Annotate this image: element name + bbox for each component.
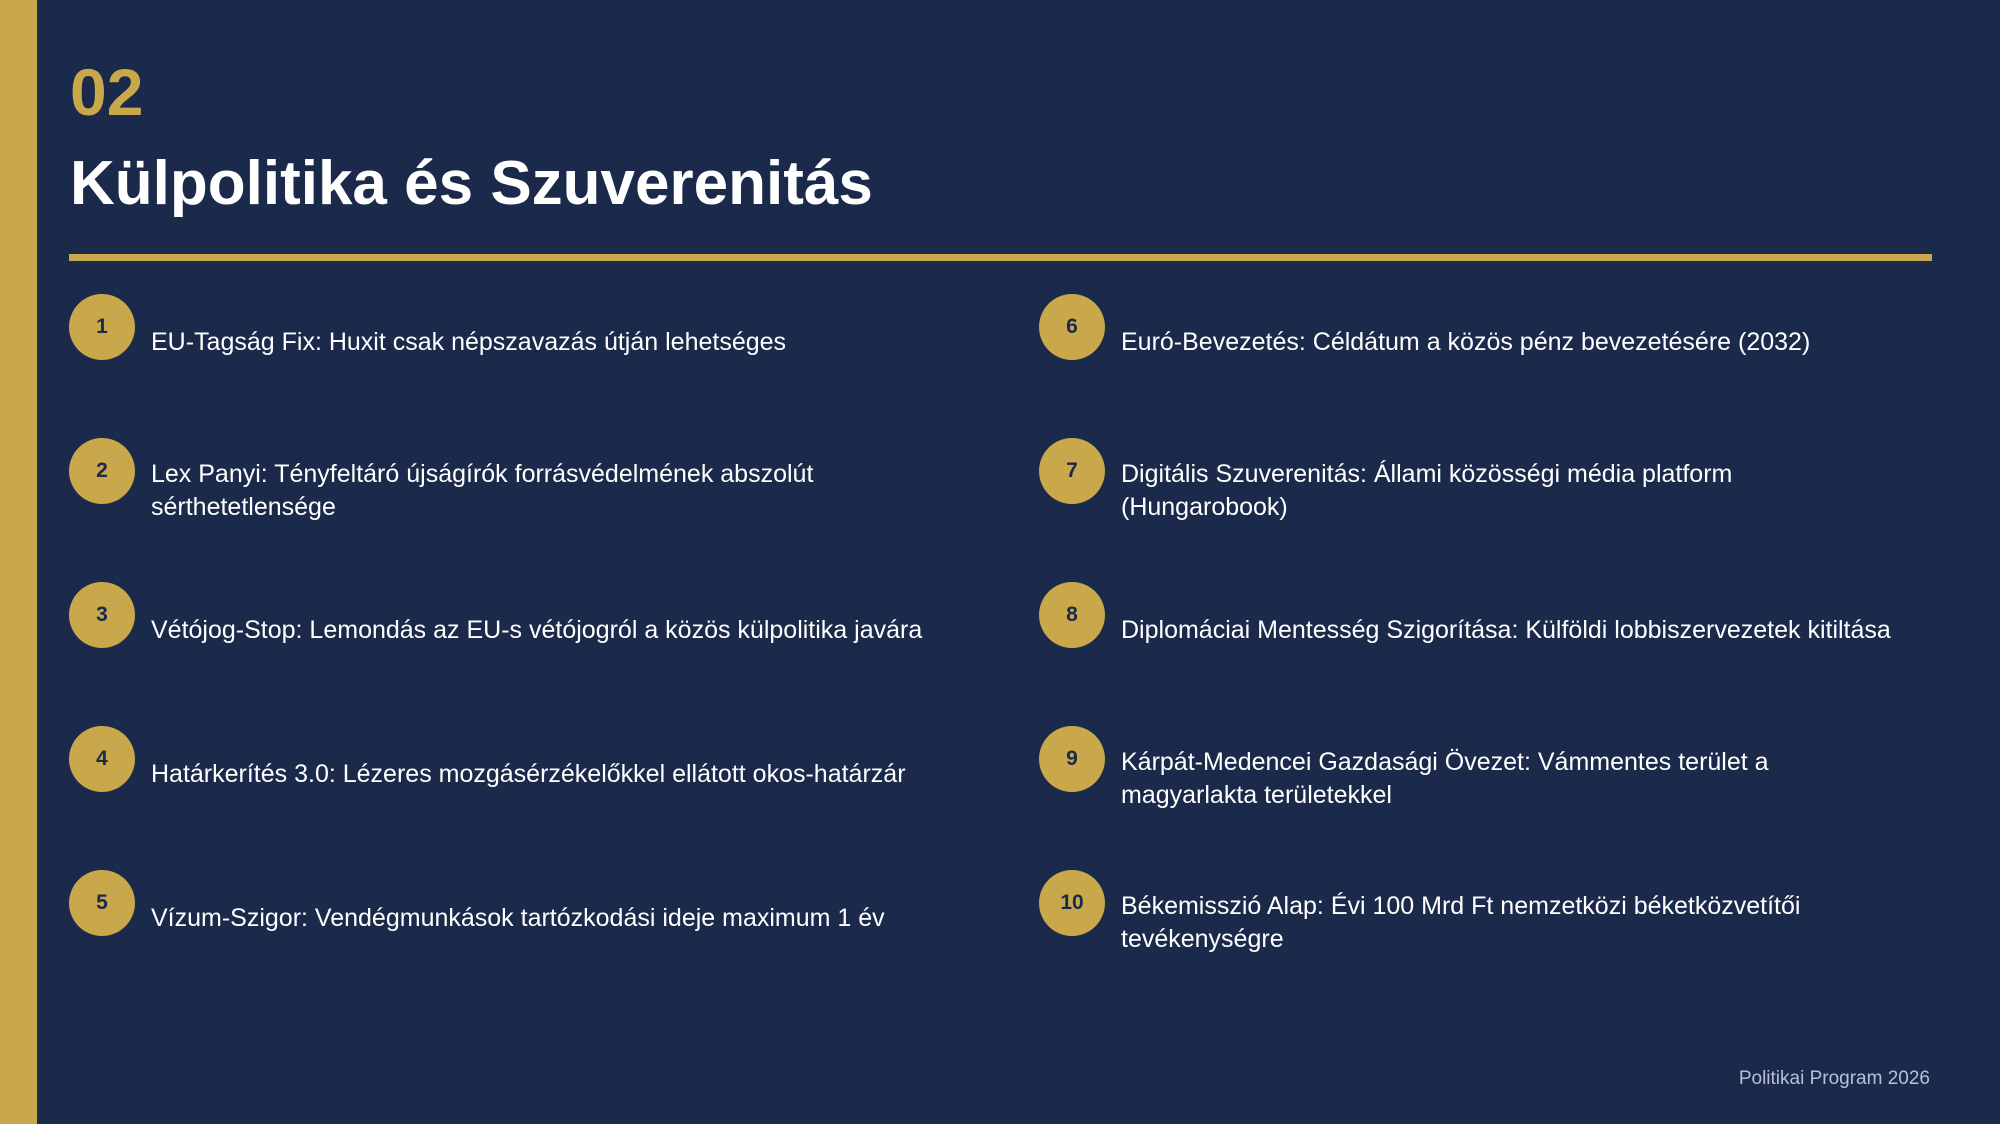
footer-text: Politikai Program 2026	[1738, 1068, 1930, 1089]
page-title: Külpolitika és Szuverenitás	[70, 149, 873, 218]
title-divider	[69, 254, 1932, 261]
number-badge: 5	[69, 870, 135, 936]
list-item-text: Békemisszió Alap: Évi 100 Mrd Ft nemzetközi béketközvetítői tevékenységre	[1121, 892, 1801, 953]
list-item-text: EU-Tagság Fix: Huxit csak népszavazás útján lehetséges	[151, 328, 787, 356]
list-item-text: Diplomáciai Mentesség Szigorítása: Külföldi lobbiszervezetek kitiltása	[1121, 616, 1891, 644]
list-item-text: Vízum-Szigor: Vendégmunkások tartózkodási ideje maximum 1 év	[151, 904, 885, 932]
number-badge: 9	[1039, 726, 1105, 792]
list-item-text: Digitális Szuverenitás: Állami közösségi média platform (Hungarobook)	[1121, 460, 1733, 521]
number-badge: 8	[1039, 582, 1105, 648]
number-badge: 3	[69, 582, 135, 648]
section-number: 02	[70, 55, 144, 129]
number-badge: 6	[1039, 294, 1105, 360]
left-accent-bar	[0, 0, 37, 1124]
list-item-text: Vétójog-Stop: Lemondás az EU-s vétójogról a közös külpolitika javára	[151, 616, 923, 644]
number-badge: 10	[1039, 870, 1105, 936]
number-badge: 4	[69, 726, 135, 792]
list-item-text: Euró-Bevezetés: Céldátum a közös pénz bevezetésére (2032)	[1121, 328, 1811, 356]
number-badge: 2	[69, 438, 135, 504]
number-badge: 7	[1039, 438, 1105, 504]
list-item-text: Lex Panyi: Tényfeltáró újságírók forrásvédelmének abszolút sérthetetlensége	[151, 460, 814, 521]
list-item-text: Kárpát-Medencei Gazdasági Övezet: Vámmentes terület a magyarlakta területekkel	[1121, 748, 1769, 809]
list-item-text: Határkerítés 3.0: Lézeres mozgásérzékelőkkel ellátott okos-határzár	[151, 760, 906, 788]
number-badge: 1	[69, 294, 135, 360]
